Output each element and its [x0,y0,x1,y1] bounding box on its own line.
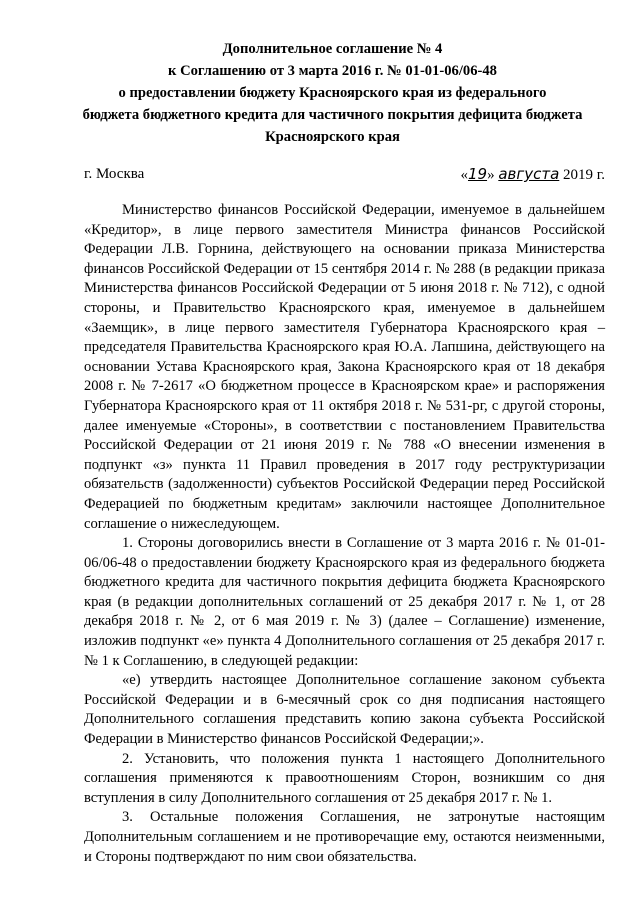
paragraph-clause-1: 1. Стороны договорились внести в Соглашение от 3 марта 2016 г. № 01-01-06/06-48 о предоставлении бюджету Красноярского края из федерального бюджета бюджетного кредита для частичного покрытия дефицита бюджета Красноярского края (в редакции дополнительных соглашений от 25 декабря 2017 г. № 1, от 28 декабря 2018 г. № 2, от 6 мая 2019 г. № 3) (далее – Соглашение) изменение, изложив подпункт «е» пункта 4 Дополнительного соглашения от 25 декабря 2017 г. № 1 к Соглашению, в следующей редакции: [84,535,605,669]
place-date-row [84,163,605,185]
title-line-3: о предоставлении бюджету Красноярского края из федерального [118,85,547,101]
date-day-handwritten: 19 [467,165,488,183]
date-open-quote: « [460,167,468,183]
agreement-date [460,163,605,186]
paragraph-clause-3: 3. Остальные положения Соглашения, не затронутые настоящим Дополнительным соглашением и не противоречащие ему, остаются неизменными, и Стороны подтверждают по ним свои обязательства. [84,809,605,865]
date-close-quote: » [487,167,499,183]
paragraph-quoted-subclause: «е) утвердить настоящее Дополнительное соглашение законом субъекта Российской Федерации и в 6-месячный срок со дня подписания настоящего Дополнительного соглашения представить копию закона субъекта Российской Федерации в Министерство финансов Российской Федерации;». [84,672,605,748]
title-line-2: к Соглашению от 3 марта 2016 г. № 01-01-06/06-48 [168,63,497,79]
document-body [84,201,605,867]
title-line-1: Дополнительное соглашение № 4 [222,41,443,57]
paragraph-clause-2: 2. Установить, что положения пункта 1 настоящего Дополнительного соглашения применяются к правоотношениям Сторон, возникшим со дня вступления в силу Дополнительного соглашения от 25 декабря 2017 г. № 1. [84,750,605,806]
paragraph-preamble: Министерство финансов Российской Федерации, именуемое в дальнейшем «Кредитор», в лице первого заместителя Министра финансов Российской Федерации Л.В. Горнина, действующего на основании приказа Министерства финансов Российской Федерации от 15 сентября 2014 г. № 288 (в редакции приказа Министерства финансов Российской Федерации от 5 июня 2018 г. № 712), с одной стороны, и Правительство Красноярского края, именуемое в дальнейшем «Заемщик», в лице первого заместителя Губернатора Красноярского края – председателя Правительства Красноярского края Ю.А. Лапшина, действующего на основании Устава Красноярского края, Закона Красноярского края от 18 декабря 2008 г. № 7-2617 «О бюджетном процессе в Красноярском крае» и распоряжения Губернатора Красноярского края от 11 октября 2018 г. № 531-рг, с другой стороны, далее именуемые «Стороны», в соответствии с постановлением Правительства Российской Федерации от 21 июня 2019 г. № 788 «О внесении изменения в подпункт «з» пункта 11 Правил проведения в 2017 году реструктуризации обязательств (задолженности) субъектов Российской Федерации перед Российской Федерацией по бюджетным кредитам» заключили настоящее Дополнительное соглашение о нижеследующем. [84,202,605,532]
date-year: 2019 г. [559,167,605,183]
document-title [60,38,605,148]
title-line-5: Красноярского края [265,129,400,145]
title-line-4: бюджета бюджетного кредита для частичного покрытия дефицита бюджета [82,107,583,123]
city-label: г. Москва [84,166,145,182]
date-month-handwritten: августа [498,165,560,183]
